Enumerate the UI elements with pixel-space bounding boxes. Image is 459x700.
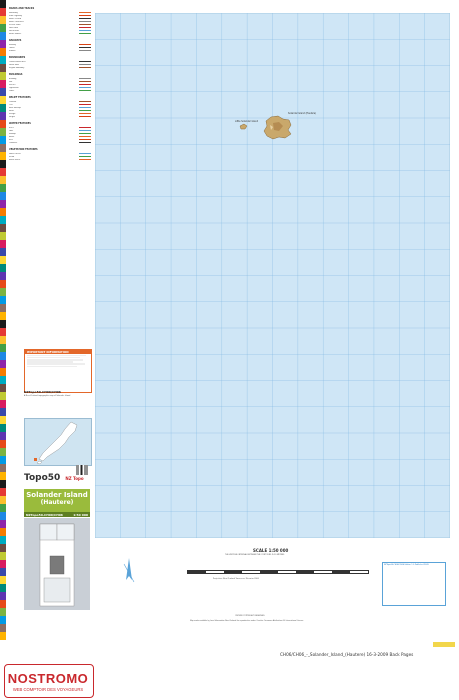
sheet-note: A New Zealand topographic map of Solander Island	[24, 395, 71, 397]
solander-island-shape	[264, 116, 291, 139]
legend-symbol	[79, 15, 91, 16]
legend-symbol	[79, 64, 91, 65]
color-swatch	[0, 528, 6, 536]
solander-label: Solander Island (Hautere)	[288, 112, 317, 115]
color-swatch	[0, 408, 6, 416]
topo50-brand	[24, 465, 90, 491]
map-title-block	[24, 489, 90, 512]
legend-symbol	[79, 47, 91, 48]
legend-symbol	[79, 104, 91, 105]
color-swatch	[0, 48, 6, 56]
color-swatch	[0, 584, 6, 592]
legend-item-label: Region boundary	[9, 66, 25, 69]
color-swatch	[0, 152, 6, 160]
legend-item-label: Lake	[9, 129, 14, 132]
color-swatch	[0, 288, 6, 296]
legend-item-label: Tunnel	[9, 46, 15, 49]
legend-item-label: Contour	[9, 100, 17, 103]
color-swatch	[0, 576, 6, 584]
color-swatch	[0, 624, 6, 632]
watermark-name: NOSTROMO	[7, 671, 89, 686]
legend-item	[9, 46, 91, 52]
legend-item-label: River	[9, 126, 14, 129]
color-swatch	[0, 272, 6, 280]
legend-item-label: Rocks	[9, 135, 15, 138]
legend-symbol	[79, 30, 91, 31]
legend-item-label: Station	[9, 49, 16, 52]
map-svg	[95, 13, 450, 538]
legend-symbol	[79, 67, 91, 68]
color-swatch	[0, 392, 6, 400]
color-swatch	[0, 240, 6, 248]
color-calibration-bar	[0, 0, 6, 650]
legend-symbol	[79, 153, 91, 154]
legend-heading: RAILWAYS	[9, 39, 22, 42]
color-swatch	[0, 416, 6, 424]
color-swatch	[0, 568, 6, 576]
nostromo-watermark	[0, 660, 96, 700]
legend-item-label: Hut	[9, 80, 13, 83]
sheet-code: NZTopo50-CH06/CH06	[24, 390, 61, 394]
legend-item-label: Swamp	[9, 132, 16, 135]
map-subtitle: (Hautere)	[40, 499, 74, 506]
legend-section	[9, 122, 91, 144]
color-swatch	[0, 472, 6, 480]
color-swatch	[0, 232, 6, 240]
legend-symbol	[79, 33, 91, 34]
color-swatch	[0, 248, 6, 256]
color-swatch	[0, 112, 6, 120]
color-swatch	[0, 400, 6, 408]
legend-symbol	[79, 101, 91, 102]
legend-item-label: Motorway	[9, 11, 18, 14]
legend-section	[9, 148, 91, 161]
legend-item-label: Coastline	[9, 141, 18, 144]
color-swatch	[0, 136, 6, 144]
legend-symbol	[79, 113, 91, 114]
color-swatch	[0, 40, 6, 48]
color-swatch	[0, 544, 6, 552]
adjoining-sheets-svg	[24, 518, 90, 610]
legend-symbol	[79, 116, 91, 117]
color-swatch	[0, 144, 6, 152]
legend-symbol	[79, 78, 91, 79]
legend-symbol	[79, 130, 91, 131]
color-swatch	[0, 160, 6, 168]
color-swatch	[0, 224, 6, 232]
watermark-tagline: WEB COMPTOIR DES VOYAGEURS	[12, 687, 84, 692]
map-legend	[9, 7, 91, 347]
color-swatch	[0, 208, 6, 216]
legend-item-label: Conservation area	[9, 60, 26, 63]
color-swatch	[0, 56, 6, 64]
color-swatch	[0, 520, 6, 528]
color-swatch	[0, 304, 6, 312]
legend-item-label: Reef	[9, 138, 14, 141]
color-swatch	[0, 128, 6, 136]
color-swatch	[0, 336, 6, 344]
legend-item-label: Height	[9, 115, 15, 118]
title-sheet-code: NZTopo50-CH06/CH06	[26, 512, 63, 517]
color-swatch	[0, 496, 6, 504]
legend-heading: RELIEF FEATURES	[9, 96, 31, 99]
print-info-strip	[280, 641, 455, 657]
color-swatch	[0, 216, 6, 224]
topographic-map-sheet[interactable]	[95, 13, 450, 538]
color-swatch	[0, 504, 6, 512]
legend-symbol	[79, 127, 91, 128]
color-swatch	[0, 632, 6, 640]
legend-item-label: Sand	[9, 109, 14, 112]
color-swatch	[0, 616, 6, 624]
title-scale: 1:50 000	[73, 512, 88, 517]
legend-symbol	[79, 50, 91, 51]
legend-symbol	[79, 136, 91, 137]
crown-copyright: CROWN COPYRIGHT RESERVED	[235, 615, 265, 617]
color-swatch	[0, 120, 6, 128]
color-swatch	[0, 64, 6, 72]
color-swatch	[0, 256, 6, 264]
legend-heading: VEGETATION FEATURES	[9, 148, 38, 151]
little-solander-label: Little Solander Island	[235, 120, 259, 123]
legend-item-label: Road - unsealed	[9, 20, 24, 23]
legend-item	[9, 138, 91, 144]
color-swatch	[0, 0, 6, 8]
color-swatch	[0, 360, 6, 368]
sheet-info-text: NZTopo50-CH06/CH06 Edition 1.0 Published 2009	[384, 564, 429, 566]
legend-symbol	[79, 87, 91, 88]
legend-heading: WATER FEATURES	[9, 122, 31, 125]
color-swatch	[0, 512, 6, 520]
color-swatch	[0, 328, 6, 336]
color-swatch	[0, 600, 6, 608]
legend-symbol	[79, 12, 91, 13]
legend-item-label: Shelter	[9, 83, 16, 86]
legend-item-label: Building	[9, 77, 17, 80]
color-swatch	[0, 424, 6, 432]
legend-item	[9, 112, 91, 118]
color-swatch	[0, 376, 6, 384]
print-colour-swatch	[433, 642, 455, 647]
legend-symbol	[79, 24, 91, 25]
legend-item-label: State highway	[9, 14, 22, 17]
important-information-heading: IMPORTANT INFORMATION	[25, 350, 91, 354]
color-swatch	[0, 480, 6, 488]
legend-symbol	[79, 142, 91, 143]
color-swatch	[0, 88, 6, 96]
legend-item-label: Road - sealed	[9, 17, 22, 20]
legend-item-label: Vehicle track	[9, 23, 21, 26]
legend-symbol	[79, 156, 91, 157]
color-swatch	[0, 552, 6, 560]
brand-barcode	[76, 465, 88, 475]
color-swatch	[0, 344, 6, 352]
locator-map	[24, 418, 92, 466]
legend-symbol	[79, 44, 91, 45]
color-swatch	[0, 16, 6, 24]
color-swatch	[0, 296, 6, 304]
legend-section	[9, 39, 91, 52]
color-swatch	[0, 384, 6, 392]
legend-symbol	[79, 110, 91, 111]
legend-item-label: Scrub	[9, 155, 15, 158]
legend-symbol	[79, 133, 91, 134]
color-swatch	[0, 368, 6, 376]
brand-name: Topo50	[24, 473, 61, 483]
legend-symbol	[79, 27, 91, 28]
legend-symbol	[79, 139, 91, 140]
legend-item-label: Public land	[9, 63, 19, 66]
color-swatch	[0, 80, 6, 88]
legend-section	[9, 73, 91, 92]
legend-item-label: Tower	[9, 89, 15, 92]
legend-item-label: Poled route	[9, 29, 20, 32]
sheet-code-block	[24, 390, 90, 416]
color-swatch	[0, 280, 6, 288]
map-footer	[95, 540, 450, 625]
legend-item-label: Shingle	[9, 112, 16, 115]
legend-symbol	[79, 61, 91, 62]
important-information-box	[24, 349, 92, 393]
color-swatch	[0, 176, 6, 184]
color-swatch	[0, 264, 6, 272]
legend-symbol	[79, 18, 91, 19]
scale-label: SCALE 1:50 000	[253, 548, 289, 553]
contour-interval-text: THE VERTICAL INTERVAL BETWEEN THE CONTOURS IS 20 METRES	[225, 554, 285, 556]
legend-symbol	[79, 84, 91, 85]
scale-bar	[187, 570, 369, 574]
map-title: Solander Island	[26, 491, 88, 499]
color-swatch	[0, 32, 6, 40]
legend-item-label: Railway	[9, 43, 16, 46]
legend-heading: ROADS AND TRACKS	[9, 7, 35, 10]
color-swatch	[0, 560, 6, 568]
legend-section	[9, 56, 91, 69]
color-swatch	[0, 352, 6, 360]
legend-item	[9, 155, 91, 161]
north-arrow	[117, 558, 141, 588]
legend-section	[9, 96, 91, 118]
legend-symbol	[79, 21, 91, 22]
print-info-text: CH06/CH06_-_Solander_Island_(Hautere) 16-3-2009 Back Pages	[280, 652, 414, 657]
color-swatch	[0, 200, 6, 208]
legend-item-label: Foot track	[9, 26, 19, 29]
color-swatch	[0, 8, 6, 16]
legend-item-label: Exotic forest	[9, 158, 21, 161]
legend-item-label: Native forest	[9, 152, 21, 155]
color-swatch	[0, 592, 6, 600]
color-swatch	[0, 24, 6, 32]
kilometre-grid	[95, 13, 450, 538]
licence-text: Map made available by Land Information New Zealand for reproduction under Creative Commons Attribution 4.0 International Licence	[190, 620, 304, 622]
legend-symbol	[79, 90, 91, 91]
color-swatch	[0, 96, 6, 104]
south-island-outline	[25, 419, 91, 465]
projection-text: Projection: New Zealand Transverse Mercator 2000	[213, 578, 259, 580]
brand-sub: NZ Topo	[65, 476, 84, 481]
color-swatch	[0, 440, 6, 448]
legend-symbol	[79, 107, 91, 108]
color-swatch	[0, 536, 6, 544]
sheet-location-marker	[34, 458, 37, 461]
color-swatch	[0, 168, 6, 176]
legend-symbol	[79, 159, 91, 160]
title-code-bar	[24, 512, 90, 517]
legend-heading: BOUNDARIES	[9, 56, 26, 59]
color-swatch	[0, 456, 6, 464]
legend-item-label: Lighthouse	[9, 86, 19, 89]
color-swatch	[0, 312, 6, 320]
legend-section	[9, 7, 91, 35]
sheet-info-box	[382, 562, 446, 606]
color-swatch	[0, 72, 6, 80]
legend-item-label: Cliff	[9, 103, 13, 106]
color-swatch	[0, 184, 6, 192]
legend-item-label: Rock outcrop	[9, 106, 21, 109]
color-swatch	[0, 432, 6, 440]
color-swatch	[0, 464, 6, 472]
color-swatch	[0, 192, 6, 200]
legend-item-label: Route marker	[9, 32, 22, 35]
adjoining-sheets-diagram	[24, 518, 90, 610]
color-swatch	[0, 104, 6, 112]
color-swatch	[0, 608, 6, 616]
color-swatch	[0, 488, 6, 496]
legend-heading: BUILDINGS	[9, 73, 23, 76]
legend-symbol	[79, 81, 91, 82]
color-swatch	[0, 320, 6, 328]
color-swatch	[0, 448, 6, 456]
